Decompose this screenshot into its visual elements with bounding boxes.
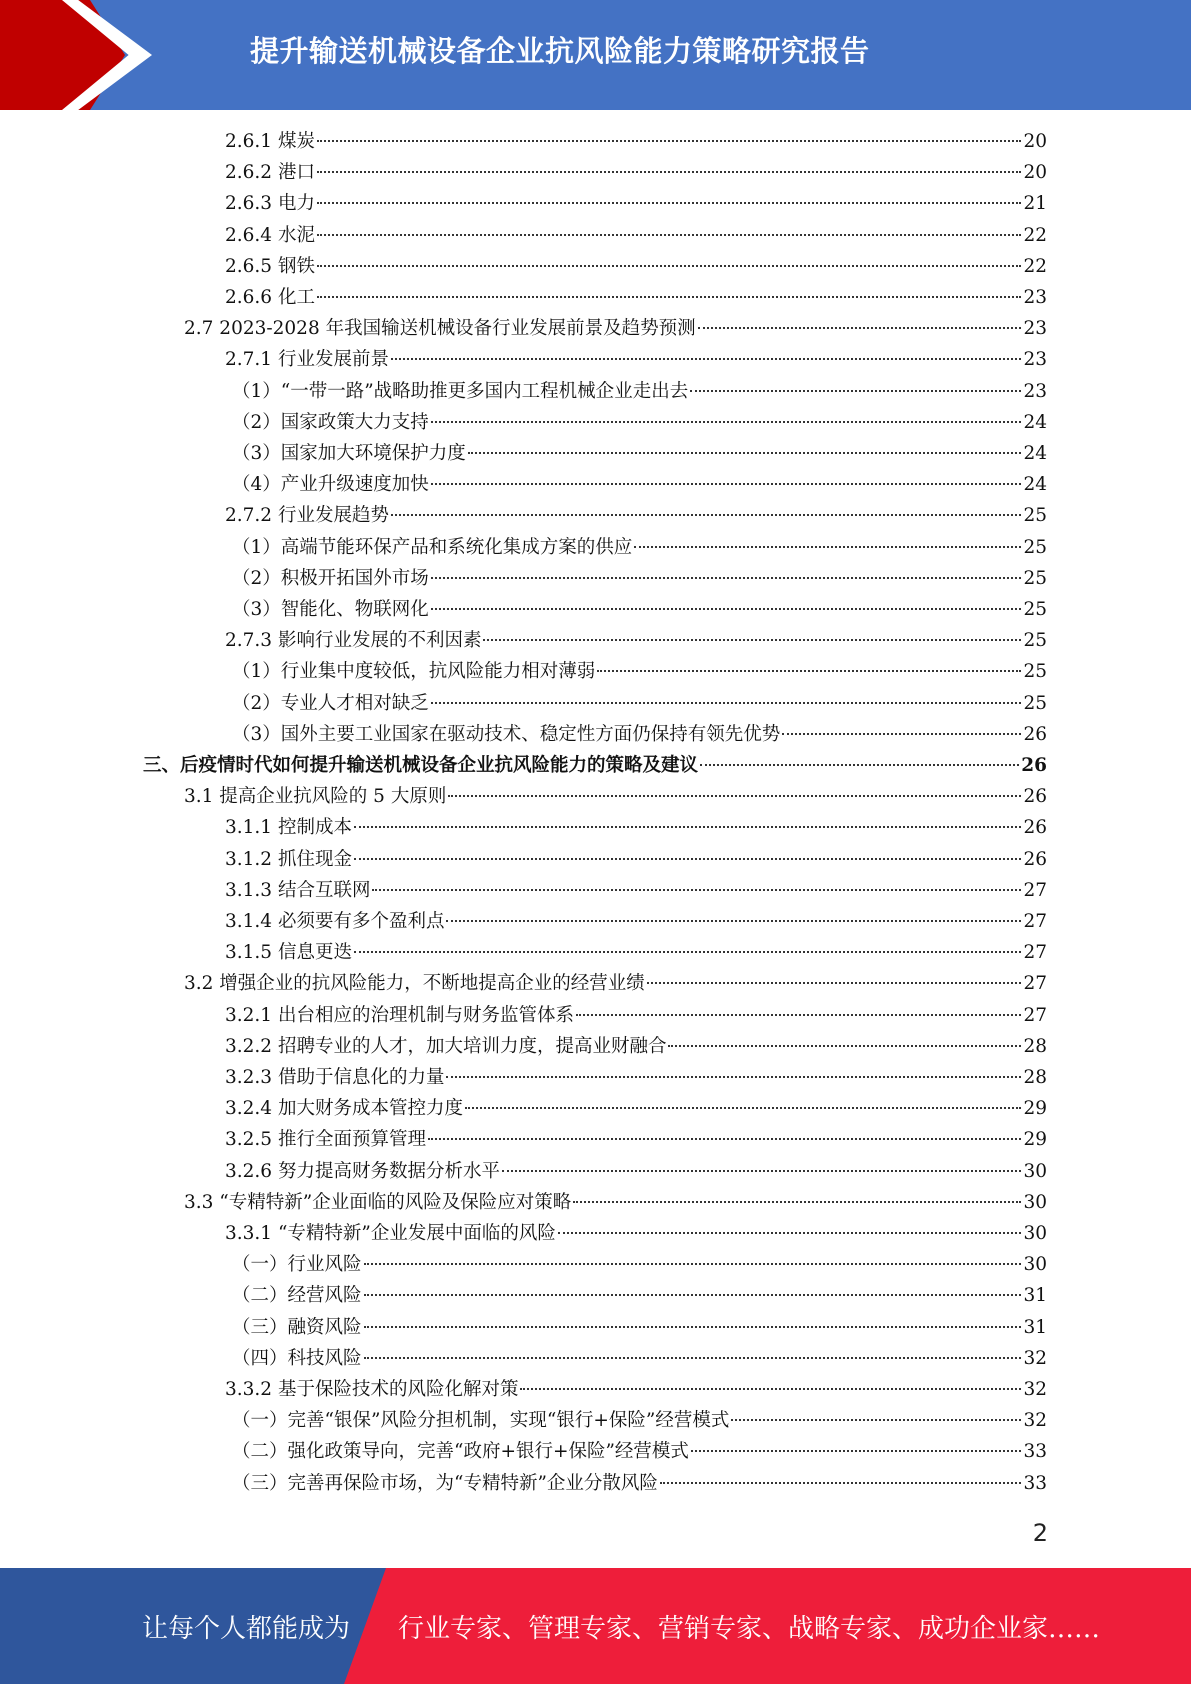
header-red-arrow-shape bbox=[0, 0, 125, 110]
toc-entry-page: 25 bbox=[1023, 661, 1047, 683]
toc-entry-page: 27 bbox=[1023, 879, 1047, 901]
toc-entry-page: 25 bbox=[1023, 536, 1047, 558]
toc-dot-leader bbox=[448, 794, 1021, 797]
toc-entry[interactable] bbox=[225, 875, 1047, 906]
toc-entry[interactable] bbox=[225, 1000, 1047, 1031]
toc-entry[interactable] bbox=[184, 1187, 1047, 1218]
toc-entry-page: 22 bbox=[1023, 224, 1047, 246]
toc-dot-leader bbox=[446, 1075, 1021, 1078]
toc-entry-label: 3.1.3 结合互联网 bbox=[225, 879, 371, 901]
toc-entry-page: 33 bbox=[1023, 1472, 1047, 1494]
toc-dot-leader bbox=[690, 389, 1021, 392]
toc-entry-label: （3）国家加大环境保护力度 bbox=[232, 443, 466, 464]
toc-entry-label: （一）行业风险 bbox=[232, 1254, 362, 1276]
toc-dot-leader bbox=[431, 701, 1022, 704]
toc-entry-label: （三）融资风险 bbox=[232, 1316, 362, 1338]
toc-entry-label: 3.2.2 招聘专业的人才，加大培训力度，提高业财融合 bbox=[225, 1035, 667, 1057]
toc-entry-label: 3.1.2 抓住现金 bbox=[225, 848, 352, 870]
toc-entry-label: （1）高端节能环保产品和系统化集成方案的供应 bbox=[232, 536, 633, 558]
toc-entry[interactable] bbox=[225, 188, 1047, 219]
toc-entry-page: 26 bbox=[1023, 848, 1047, 870]
toc-dot-leader bbox=[317, 264, 1022, 267]
page-header bbox=[0, 0, 1191, 110]
toc-dot-leader bbox=[647, 981, 1022, 984]
toc-dot-leader bbox=[354, 857, 1022, 860]
toc-entry-page: 20 bbox=[1023, 131, 1047, 152]
toc-entry[interactable] bbox=[143, 750, 1047, 781]
toc-entry[interactable] bbox=[184, 313, 1047, 344]
toc-dot-leader bbox=[573, 1200, 1021, 1203]
toc-entry-page: 25 bbox=[1023, 630, 1047, 652]
toc-entry-page: 30 bbox=[1023, 1223, 1047, 1244]
toc-entry[interactable] bbox=[232, 407, 1047, 438]
toc-dot-leader bbox=[576, 1013, 1021, 1016]
toc-entry[interactable] bbox=[232, 656, 1047, 687]
toc-entry[interactable] bbox=[232, 594, 1047, 625]
toc-entry-page: 28 bbox=[1023, 1067, 1047, 1088]
toc-entry-page: 25 bbox=[1023, 505, 1047, 527]
toc-entry-page: 27 bbox=[1023, 911, 1047, 932]
toc-entry[interactable] bbox=[225, 906, 1047, 937]
toc-dot-leader bbox=[364, 1262, 1022, 1265]
toc-dot-leader bbox=[317, 233, 1022, 236]
toc-dot-leader bbox=[731, 1418, 1021, 1421]
toc-entry-label: 2.6.2 港口 bbox=[225, 162, 315, 184]
toc-entry[interactable] bbox=[184, 781, 1047, 812]
toc-dot-leader bbox=[634, 545, 1021, 548]
toc-entry-page: 23 bbox=[1023, 349, 1047, 371]
toc-dot-leader bbox=[597, 669, 1021, 672]
toc-entry[interactable] bbox=[232, 1436, 1047, 1467]
toc-entry-label: 3.2.3 借助于信息化的力量 bbox=[225, 1067, 445, 1088]
toc-dot-leader bbox=[520, 1387, 1021, 1390]
toc-dot-leader bbox=[700, 763, 1019, 766]
toc-entry-label: 2.7.1 行业发展前景 bbox=[225, 349, 389, 371]
toc-dot-leader bbox=[691, 1449, 1022, 1452]
toc-entry-page: 24 bbox=[1023, 474, 1047, 496]
toc-dot-leader bbox=[364, 1293, 1022, 1296]
toc-dot-leader bbox=[468, 451, 1022, 454]
toc-entry[interactable] bbox=[225, 1156, 1047, 1187]
toc-entry-page: 25 bbox=[1023, 599, 1047, 620]
page-footer bbox=[0, 1568, 1191, 1684]
toc-entry[interactable] bbox=[225, 126, 1047, 157]
toc-entry[interactable] bbox=[225, 1374, 1047, 1405]
toc-entry[interactable] bbox=[225, 1031, 1047, 1062]
toc-entry-page: 22 bbox=[1023, 255, 1047, 277]
toc-entry-page: 24 bbox=[1023, 443, 1047, 464]
toc-entry-page: 23 bbox=[1023, 318, 1047, 340]
page-number: 2 bbox=[1032, 1519, 1048, 1547]
toc-entry-label: 3.2.5 推行全面预算管理 bbox=[225, 1129, 426, 1151]
toc-entry-label: （1）“一带一路”战略助推更多国内工程机械企业走出去 bbox=[232, 380, 689, 402]
toc-entry-label: 3.2.6 努力提高财务数据分析水平 bbox=[225, 1160, 500, 1182]
toc-entry[interactable] bbox=[225, 282, 1047, 313]
toc-entry-page: 23 bbox=[1023, 287, 1047, 308]
toc-entry[interactable] bbox=[225, 937, 1047, 968]
toc-entry-label: 2.6.3 电力 bbox=[225, 193, 315, 215]
toc-entry-page: 29 bbox=[1023, 1129, 1047, 1151]
toc-entry-page: 31 bbox=[1023, 1316, 1047, 1338]
toc-entry[interactable] bbox=[225, 220, 1047, 251]
toc-entry-label: （4）产业升级速度加快 bbox=[232, 474, 429, 496]
toc-entry-label: 3.2.4 加大财务成本管控力度 bbox=[225, 1098, 463, 1120]
toc-dot-leader bbox=[431, 482, 1022, 485]
toc-dot-leader bbox=[317, 139, 1022, 142]
toc-entry[interactable] bbox=[232, 1468, 1047, 1499]
toc-entry-label: 3.1 提高企业抗风险的 5 大原则 bbox=[184, 786, 447, 808]
toc-entry-label: （2）专业人才相对缺乏 bbox=[232, 692, 429, 714]
toc-entry-label: 3.3.2 基于保险技术的风险化解对策 bbox=[225, 1379, 519, 1400]
toc-entry-page: 25 bbox=[1023, 567, 1047, 589]
toc-entry-page: 23 bbox=[1023, 380, 1047, 402]
footer-slogan-left: 让每个人都能成为 bbox=[142, 1614, 351, 1644]
toc-entry-page: 20 bbox=[1023, 162, 1047, 184]
toc-entry-page: 26 bbox=[1023, 786, 1047, 808]
toc-dot-leader bbox=[782, 732, 1021, 735]
toc-dot-leader bbox=[431, 607, 1022, 610]
toc-entry[interactable] bbox=[184, 968, 1047, 999]
toc-entry-label: 2.7.2 行业发展趋势 bbox=[225, 505, 389, 527]
toc-entry[interactable] bbox=[232, 1249, 1047, 1280]
toc-entry-label: 2.6.5 钢铁 bbox=[225, 255, 315, 277]
toc-entry-label: 3.2 增强企业的抗风险能力，不断地提高企业的经营业绩 bbox=[184, 973, 645, 995]
toc-entry-page: 28 bbox=[1023, 1035, 1047, 1057]
toc-entry[interactable] bbox=[225, 1062, 1047, 1093]
toc-entry-page: 33 bbox=[1023, 1441, 1047, 1463]
toc-entry-label: 2.7.3 影响行业发展的不利因素 bbox=[225, 630, 482, 652]
toc-entry[interactable] bbox=[232, 1343, 1047, 1374]
toc-entry[interactable] bbox=[232, 1312, 1047, 1343]
toc-entry[interactable] bbox=[225, 812, 1047, 843]
toc-entry-label: 2.6.1 煤炭 bbox=[225, 131, 315, 152]
toc-dot-leader bbox=[317, 295, 1022, 298]
toc-entry[interactable] bbox=[225, 1124, 1047, 1155]
toc-entry-page: 27 bbox=[1023, 973, 1047, 995]
toc-entry[interactable] bbox=[225, 251, 1047, 282]
toc-entry-label: （3）智能化、物联网化 bbox=[232, 599, 429, 620]
toc-entry-page: 30 bbox=[1023, 1191, 1047, 1213]
toc-entry-label: （2）积极开拓国外市场 bbox=[232, 567, 429, 589]
toc-entry[interactable] bbox=[232, 688, 1047, 719]
toc-entry-page: 32 bbox=[1023, 1347, 1047, 1369]
toc-dot-leader bbox=[502, 1169, 1021, 1172]
toc-entry-label: 3.1.4 必须要有多个盈利点 bbox=[225, 911, 445, 932]
toc-entry[interactable] bbox=[232, 719, 1047, 750]
toc-entry-page: 30 bbox=[1023, 1254, 1047, 1276]
toc-entry-label: （一）完善“银保”风险分担机制，实现“银行+保险”经营模式 bbox=[232, 1410, 730, 1432]
toc-dot-leader bbox=[465, 1106, 1021, 1109]
footer-slogan-right: 行业专家、管理专家、营销专家、战略专家、成功企业家…… bbox=[398, 1614, 1101, 1644]
toc-dot-leader bbox=[354, 950, 1022, 953]
toc-entry-label: （二）经营风险 bbox=[232, 1285, 362, 1307]
document-title: 提升输送机械设备企业抗风险能力策略研究报告 bbox=[250, 34, 870, 68]
toc-entry-label: （三）完善再保险市场，为“专精特新”企业分散风险 bbox=[232, 1472, 658, 1494]
toc-entry[interactable] bbox=[225, 344, 1047, 375]
toc-entry-label: （3）国外主要工业国家在驱动技术、稳定性方面仍保持有领先优势 bbox=[232, 723, 781, 745]
toc-entry[interactable] bbox=[232, 1280, 1047, 1311]
toc-entry[interactable] bbox=[225, 1218, 1047, 1249]
toc-entry[interactable] bbox=[225, 625, 1047, 656]
toc-dot-leader bbox=[558, 1231, 1022, 1234]
toc-dot-leader bbox=[372, 888, 1021, 891]
toc-entry[interactable] bbox=[232, 376, 1047, 407]
toc-entry-page: 27 bbox=[1023, 942, 1047, 964]
toc-entry-page: 31 bbox=[1023, 1285, 1047, 1307]
toc-dot-leader bbox=[354, 825, 1022, 828]
toc-entry[interactable] bbox=[232, 1405, 1047, 1436]
toc-entry[interactable] bbox=[225, 500, 1047, 531]
toc-dot-leader bbox=[364, 1356, 1022, 1359]
toc-entry-page: 26 bbox=[1021, 755, 1047, 776]
toc-dot-leader bbox=[317, 201, 1022, 204]
toc-entry-page: 24 bbox=[1023, 411, 1047, 433]
toc-dot-leader bbox=[428, 1137, 1021, 1140]
toc-entry-label: （二）强化政策导向，完善“政府+银行+保险”经营模式 bbox=[232, 1441, 689, 1463]
toc-dot-leader bbox=[317, 170, 1022, 173]
toc-entry-label: （四）科技风险 bbox=[232, 1347, 362, 1369]
toc-entry-page: 26 bbox=[1023, 723, 1047, 745]
toc-entry-label: 3.3 “专精特新”企业面临的风险及保险应对策略 bbox=[184, 1191, 572, 1213]
toc-dot-leader bbox=[668, 1044, 1021, 1047]
toc-dot-leader bbox=[364, 1325, 1022, 1328]
toc-entry-label: 3.3.1 “专精特新”企业发展中面临的风险 bbox=[225, 1223, 556, 1244]
toc-dot-leader bbox=[391, 357, 1021, 360]
toc-dot-leader bbox=[483, 638, 1021, 641]
toc-entry[interactable] bbox=[232, 469, 1047, 500]
toc-entry-label: 三、后疫情时代如何提升输送机械设备企业抗风险能力的策略及建议 bbox=[143, 755, 699, 776]
toc-entry-page: 21 bbox=[1023, 193, 1047, 215]
toc-entry-label: 3.2.1 出台相应的治理机制与财务监管体系 bbox=[225, 1004, 574, 1026]
toc-entry[interactable] bbox=[232, 438, 1047, 469]
toc-dot-leader bbox=[698, 326, 1022, 329]
toc-entry-label: （2）国家政策大力支持 bbox=[232, 411, 429, 433]
toc-entry[interactable] bbox=[225, 844, 1047, 875]
toc-dot-leader bbox=[391, 513, 1021, 516]
toc-entry-label: 3.1.1 控制成本 bbox=[225, 817, 352, 839]
toc-entry-page: 26 bbox=[1023, 817, 1047, 839]
toc-entry[interactable] bbox=[232, 563, 1047, 594]
toc-entry-page: 32 bbox=[1023, 1379, 1047, 1400]
toc-dot-leader bbox=[431, 576, 1022, 579]
toc-entry-page: 30 bbox=[1023, 1160, 1047, 1182]
toc-dot-leader bbox=[446, 919, 1021, 922]
toc-dot-leader bbox=[660, 1481, 1022, 1484]
toc-entry-page: 29 bbox=[1023, 1098, 1047, 1120]
toc-entry-page: 32 bbox=[1023, 1410, 1047, 1432]
toc-entry-page: 27 bbox=[1023, 1004, 1047, 1026]
toc-entry-label: 2.6.4 水泥 bbox=[225, 224, 315, 246]
toc-dot-leader bbox=[431, 420, 1022, 423]
toc-entry[interactable] bbox=[225, 1093, 1047, 1124]
toc-entry[interactable] bbox=[225, 157, 1047, 188]
toc-entry[interactable] bbox=[232, 532, 1047, 563]
toc-entry-label: 2.6.6 化工 bbox=[225, 287, 315, 308]
toc-entry-label: 3.1.5 信息更迭 bbox=[225, 942, 352, 964]
toc-entry-label: （1）行业集中度较低，抗风险能力相对薄弱 bbox=[232, 661, 596, 683]
toc-entry-label: 2.7 2023-2028 年我国输送机械设备行业发展前景及趋势预测 bbox=[184, 318, 696, 340]
toc-entry-page: 25 bbox=[1023, 692, 1047, 714]
